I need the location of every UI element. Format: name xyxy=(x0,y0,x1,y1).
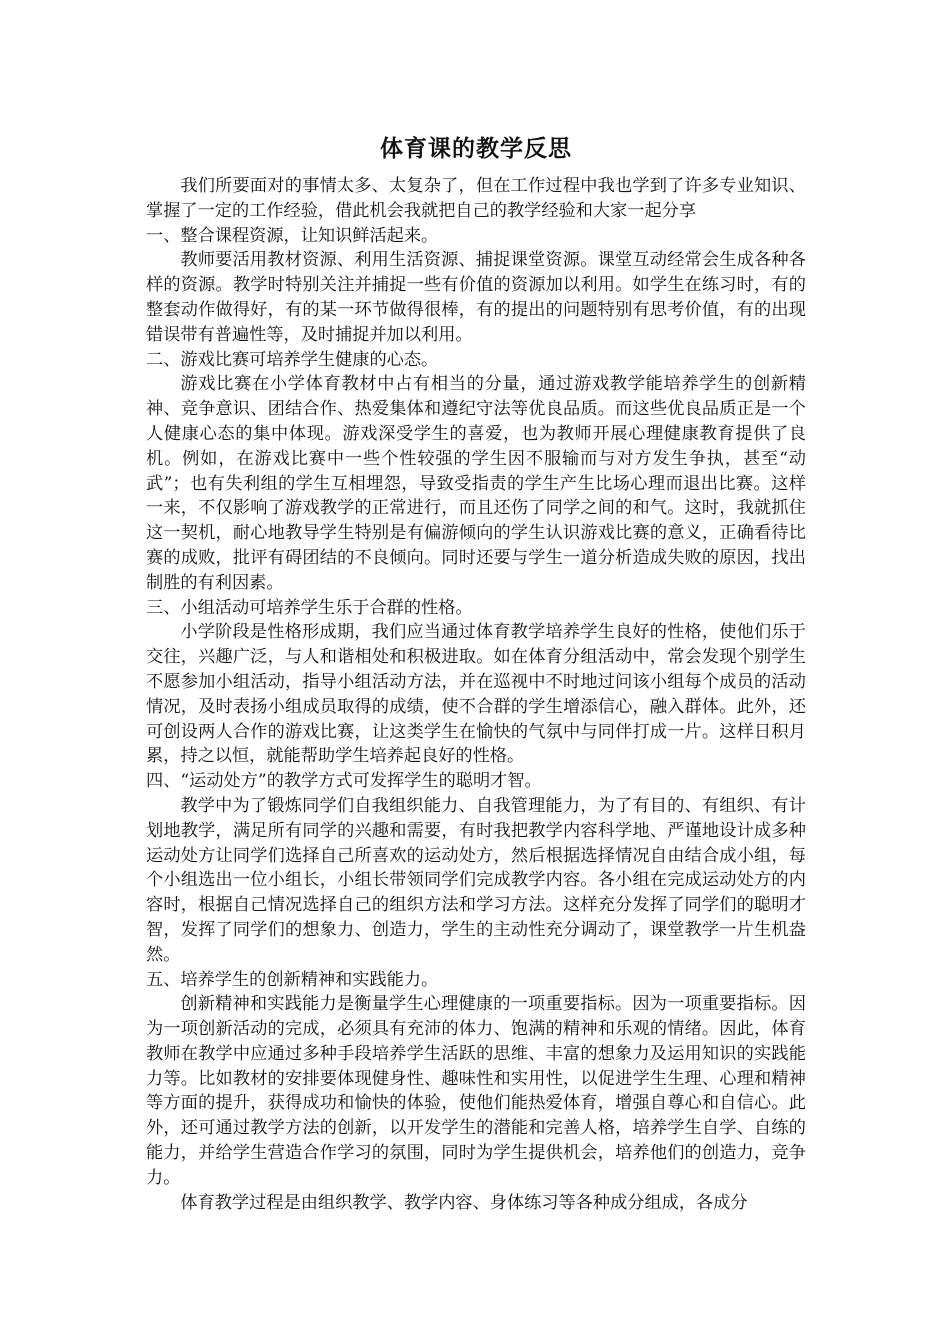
paragraph: 小学阶段是性格形成期，我们应当通过体育教学培养学生良好的性格，使他们乐于交往，兴趣广泛，与人和谐相处和积极进取。如在体育分组活动中，常会发现个别学生不愿参加小组活动，指导小组活动方法，并在巡视中不时地过问该小组每个成员的活动情况，及时表扬小组成员取得的成绩，使不合群的学生增添信心，融入群体。此外，还可创设两人合作的游戏比赛，让这类学生在愉快的气氛中与同伴打成一片。这样日积月累，持之以恒，就能帮助学生培养起良好的性格。 xyxy=(146,622,806,767)
document-body xyxy=(146,132,806,1215)
document-blocks xyxy=(146,174,806,1215)
section-heading: 一、整合课程资源，让知识鲜活起来。 xyxy=(146,225,439,246)
paragraph: 教师要活用教材资源、利用生活资源、捕捉课堂资源。课堂互动经常会生成各种各样的资源。教学时特别关注并捕捉一些有价值的资源加以利用。如学生在练习时，有的整套动作做得好，有的某一环节做得很棒，有的提出的问题特别有思考价值，有的出现错误带有普遍性等，及时捕捉并加以利用。 xyxy=(146,250,806,345)
section-heading: 五、培养学生的创新精神和实践能力。 xyxy=(146,969,439,990)
document-title: 体育课的教学反思 xyxy=(380,136,572,162)
paragraph: 教学中为了锻炼同学们自我组织能力、自我管理能力，为了有目的、有组织、有计划地教学，满足所有同学的兴趣和需要，有时我把教学内容科学地、严谨地设计成多种运动处方让同学们选择自己所喜欢的运动处方，然后根据选择情况自由结合成小组，每个小组选出一位小组长，小组长带领同学们完成教学内容。各小组在完成运动处方的内容时，根据自己情况选择自己的组织方法和学习方法。这样充分发挥了同学们的聪明才智，发挥了同学们的想象力、创造力，学生的主动性充分调动了，课堂教学一片生机盎然。 xyxy=(146,795,806,965)
paragraph: 我们所要面对的事情太多、太复杂了，但在工作过程中我也学到了许多专业知识、掌握了一定的工作经验，借此机会我就把自己的教学经验和大家一起分享 xyxy=(146,176,806,221)
section-heading: 三、小组活动可培养学生乐于合群的性格。 xyxy=(146,597,473,618)
paragraph: 体育教学过程是由组织教学、教学内容、身体练习等各种成分组成，各成分 xyxy=(180,1192,748,1213)
section-heading: 二、游戏比赛可培养学生健康的心态。 xyxy=(146,349,439,370)
paragraph: 游戏比赛在小学体育教材中占有相当的分量，通过游戏教学能培养学生的创新精神、竞争意识、团结合作、热爱集体和遵纪守法等优良品质。而这些优良品质正是一个人健康心态的集中体现。游戏深受学生的喜爱，也为教师开展心理健康教育提供了良机。例如，在游戏比赛中一些个性较强的学生因不服输而与对方发生争执，甚至“动武”；也有失利组的学生互相埋怨，导致受指责的学生产生比场心理而退出比赛。这样一来，不仅影响了游戏教学的正常进行，而且还伤了同学之间的和气。这时，我就抓住这一契机，耐心地教导学生特别是有偏游倾向的学生认识游戏比赛的意义，正确看待比赛的成败，批评有碍团结的不良倾向。同时还要与学生一道分析造成失败的原因，找出制胜的有利因素。 xyxy=(146,374,806,593)
paragraph: 创新精神和实践能力是衡量学生心理健康的一项重要指标。因为一项重要指标。因为一项创新活动的完成，必须具有充沛的体力、饱满的精神和乐观的情绪。因此，体育教师在教学中应通过多种手段培养学生活跃的思维、丰富的想象力及运用知识的实践能力等。比如教材的安排要体现健身性、趣味性和实用性，以促进学生生理、心理和精神等方面的提升，获得成功和愉快的体验，使他们能热爱体育，增强自尊心和自信心。此外，还可通过教学方法的创新，以开发学生的潜能和完善人格，培养学生自学、自练的能力，并给学生营造合作学习的氛围，同时为学生提供机会，培养他们的创造力，竞争力。 xyxy=(146,994,806,1188)
section-heading: 四、“运动处方”的教学方式可发挥学生的聪明才智。 xyxy=(146,771,542,792)
